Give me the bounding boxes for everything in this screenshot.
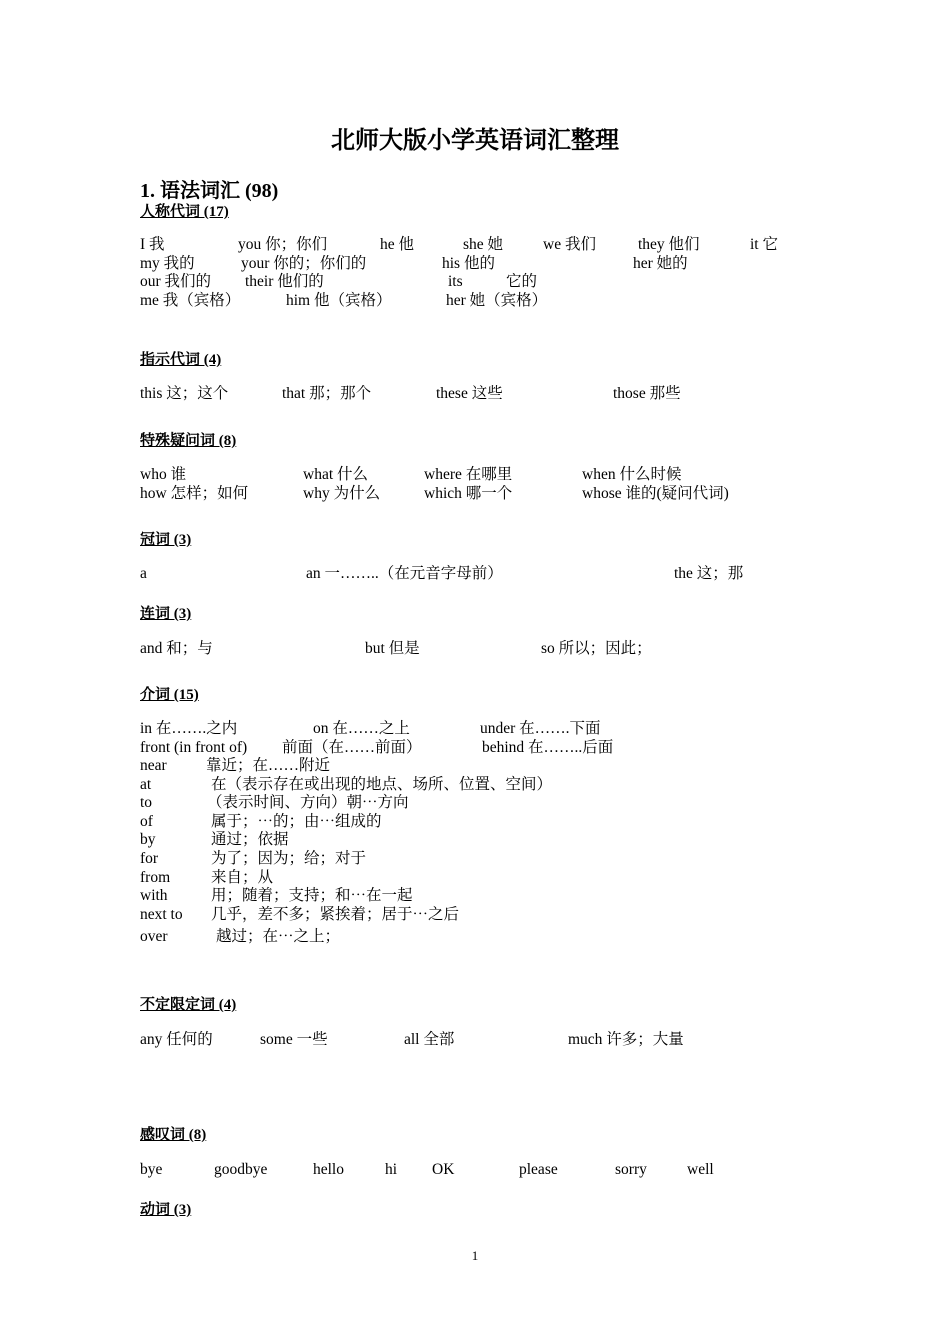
page-number: 1: [471, 1248, 479, 1263]
word-entry: those 那些: [613, 385, 681, 402]
word-entry: on 在……之上: [313, 720, 410, 737]
section-title: 1. 语法词汇 (98): [140, 180, 279, 202]
heading-interrogatives: 特殊疑问词 (8): [140, 433, 237, 449]
word-entry: whose 谁的(疑问代词): [582, 485, 729, 502]
word-entry: your 你的；你们的: [241, 255, 367, 272]
preposition-word: from: [140, 869, 171, 886]
word-entry: him 他（宾格）: [286, 292, 392, 309]
heading-determiners: 不定限定词 (4): [140, 997, 237, 1013]
preposition-word: of: [140, 813, 153, 830]
word-entry: behind 在……..后面: [482, 739, 614, 756]
word-entry: the 这；那: [674, 565, 744, 582]
word-entry: which 哪一个: [424, 485, 513, 502]
word-entry: hi: [385, 1161, 398, 1178]
preposition-meaning: 几乎，差不多；紧挨着；居于⋯之后: [211, 906, 460, 923]
heading-conjunctions: 连词 (3): [140, 606, 192, 622]
word-entry: me 我（宾格）: [140, 292, 241, 309]
word-entry: please: [519, 1161, 558, 1178]
word-entry: 前面（在……前面）: [282, 739, 422, 756]
heading-prepositions: 介词 (15): [140, 687, 199, 703]
preposition-word: with: [140, 887, 168, 904]
heading-verbs: 动词 (3): [140, 1202, 192, 1218]
heading-articles: 冠词 (3): [140, 532, 192, 548]
preposition-word: by: [140, 831, 156, 848]
preposition-meaning: （表示时间、方向）朝⋯方向: [207, 794, 409, 811]
word-entry: our 我们的: [140, 273, 212, 290]
word-entry: front (in front of): [140, 739, 248, 756]
word-entry: you 你；你们: [238, 236, 328, 253]
word-entry: an 一……..（在元音字母前）: [306, 565, 503, 582]
word-entry: well: [687, 1161, 714, 1178]
preposition-meaning: 越过；在⋯之上；: [216, 928, 341, 945]
word-entry: where 在哪里: [424, 466, 513, 483]
word-entry: what 什么: [303, 466, 369, 483]
word-entry: her 她的: [633, 255, 688, 272]
word-entry: and 和；与: [140, 640, 213, 657]
word-entry: its: [448, 273, 463, 290]
word-entry: these 这些: [436, 385, 503, 402]
word-entry: any 任何的: [140, 1031, 213, 1048]
word-entry: bye: [140, 1161, 163, 1178]
heading-interjections: 感叹词 (8): [140, 1127, 207, 1143]
word-entry: goodbye: [214, 1161, 268, 1178]
preposition-meaning: 属于；⋯的；由⋯组成的: [211, 813, 382, 830]
preposition-word: next to: [140, 906, 183, 923]
word-entry: 它的: [506, 273, 538, 290]
word-entry: he 他: [380, 236, 415, 253]
word-entry: why 为什么: [303, 485, 381, 502]
word-entry: I 我: [140, 236, 165, 253]
document-title: 北师大版小学英语词汇整理: [331, 128, 619, 154]
word-entry: some 一些: [260, 1031, 328, 1048]
word-entry: when 什么时候: [582, 466, 682, 483]
preposition-meaning: 通过；依据: [211, 831, 289, 848]
word-entry: hello: [313, 1161, 344, 1178]
word-entry: how 怎样；如何: [140, 485, 249, 502]
word-entry: we 我们: [543, 236, 596, 253]
word-entry: who 谁: [140, 466, 187, 483]
preposition-word: to: [140, 794, 153, 811]
preposition-meaning: 在（表示存在或出现的地点、场所、位置、空间）: [211, 776, 553, 793]
word-entry: it 它: [750, 236, 778, 253]
word-entry: she 她: [463, 236, 504, 253]
preposition-meaning: 来自；从: [211, 869, 274, 886]
heading-personal-pronouns: 人称代词 (17): [140, 204, 229, 220]
word-entry: his 他的: [442, 255, 495, 272]
word-entry: sorry: [615, 1161, 647, 1178]
word-entry: in 在…….之内: [140, 720, 238, 737]
preposition-meaning: 靠近；在……附近: [206, 757, 331, 774]
preposition-word: at: [140, 776, 152, 793]
preposition-word: over: [140, 928, 168, 945]
word-entry: they 他们: [638, 236, 700, 253]
word-entry: that 那；那个: [282, 385, 372, 402]
preposition-word: near: [140, 757, 167, 774]
word-entry: so 所以；因此；: [541, 640, 652, 657]
heading-demonstratives: 指示代词 (4): [140, 352, 222, 368]
word-entry: but 但是: [365, 640, 420, 657]
word-entry: a: [140, 565, 147, 582]
word-entry: her 她（宾格）: [446, 292, 548, 309]
preposition-word: for: [140, 850, 159, 867]
word-entry: their 他们的: [245, 273, 324, 290]
word-entry: much 许多；大量: [568, 1031, 684, 1048]
word-entry: my 我的: [140, 255, 195, 272]
preposition-meaning: 为了；因为；给；对于: [211, 850, 367, 867]
word-entry: this 这；这个: [140, 385, 229, 402]
preposition-meaning: 用；随着；支持；和⋯在一起: [211, 887, 413, 904]
word-entry: under 在…….下面: [480, 720, 601, 737]
word-entry: all 全部: [404, 1031, 455, 1048]
word-entry: OK: [432, 1161, 455, 1178]
